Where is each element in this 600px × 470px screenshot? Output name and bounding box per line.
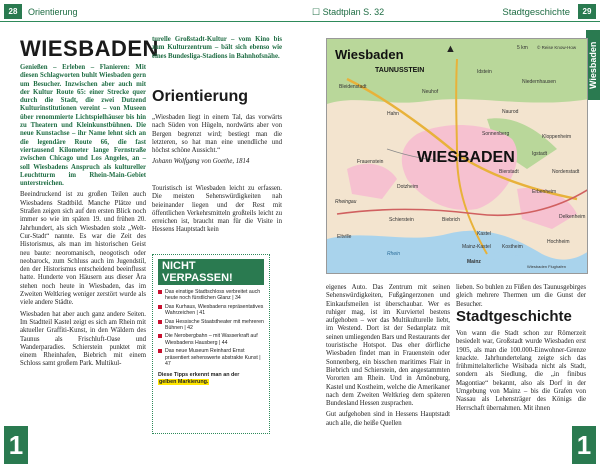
box-note: [158, 372, 264, 386]
left-running-header: [0, 0, 300, 22]
stadtgeschichte-body: [456, 330, 586, 416]
box-note-highlight: gelben Markierung.: [159, 379, 209, 386]
map-place-label: Erbenheim: [532, 189, 557, 195]
goethe-quote: „Wiesbaden liegt in einem Tal, das vorwärts nach Süden von Hügeln, nordwärts aber von Bergen begrenzt wird; bestiegt man die letzteren, so hat man eine unendliche und höchst schöne Aussicht.“: [152, 114, 282, 155]
section-heading-orientierung: Orientierung: [152, 88, 249, 105]
map-place-label: Mainz: [467, 259, 481, 265]
map-city-label: WIESBADEN: [417, 149, 515, 166]
quote-block: [152, 114, 282, 170]
map-place-label: Dotzheim: [397, 184, 419, 190]
body-paragraph: Beeindruckend ist zu großen Teilen auch Wiesbadens Stadtbild. Manche Plätze und Straßen zeigen sich auf den ersten Blick noch immer so wie im späten 19. und frühen 20. Jahrhundert, als sich Wiesbaden stolz „Welt-Cur-Stadt“ nannte. Es war die Zeit des Historismus, als man im historischen Geist neu baute: neoromanisch, neogotisch oder neobarock, zum Schluss auch im Jugendstil, den der Historismus entscheidend beeinflusst hatte. Hunderte von Häusern aus dieser Ära stehen noch heute in Wiesbaden, das im Zweiten Weltkrieg weniger zerstört wurde als viele andere Städte.: [20, 191, 146, 307]
map-place-label: Kostheim: [502, 244, 523, 250]
map-ref: Stadtplan S. 32: [322, 7, 385, 17]
map-place-label: Hahn: [387, 111, 399, 117]
right-column-1: [326, 284, 450, 431]
map-place-label: Biebrich: [442, 217, 461, 223]
tips-list: [158, 289, 264, 367]
right-body-paragraph: eigenes Auto. Das Zentrum mit seinen Sehenswürdigkeiten, Fußgängerzonen und Einkaufsmeilen ist überschaubar. Wer es ruhiger mag, ist im Kurviertel bestens aufgehoben – wer das Multikulturelle liebt, im Westend. Dort ist der Sedanplatz mit seinen umliegenden Bars und Restaurants der touristische Hotspot. Das eher dörfliche Wiesbaden findet man in Frauenstein oder Sonnenberg, ein bisschen maritimes Flair in Biebrich und Schierstein, den angestammten Vororten am Rhein. Und in Amöneburg, Kastel und Kostheim, welche die Amerikaner nach dem Zweiten Weltkrieg dem späteren Bundesland Hessen zusprachen.: [326, 284, 451, 408]
map-place-label: Hochheim: [547, 239, 570, 245]
map-place-label: Frauenstein: [357, 159, 384, 165]
map-place-label: Nordenstadt: [552, 169, 580, 175]
stadtgeschichte-paragraph: Von wann die Stadt schon zur Römerzeit besiedelt war, Großstadt wurde Wiesbaden erst 1905, als man die 100.000-Einwohner-Grenze knackte. Jahrhundertelang zeigte sich das frühmittelalterliche Wisibada nicht als Stadt, sondern als Siedlung, die „in finibus Magontiae“ bekannt, also als Dorf in der Umgebung von Mainz – bis die Grafen von Nassau als Lehensträger des Königs die Herrschaft übernahmen. Mit ihnen: [456, 330, 586, 412]
map-place-label: Bleidenstadt: [339, 84, 367, 90]
right-body-tail: Gut aufgehoben sind in Hessens Hauptstadt auch alle, die heiße Quellen: [326, 411, 450, 427]
compass-icon: ▲: [445, 43, 456, 55]
map-scale: 5 km: [517, 45, 528, 51]
tip-item: Das einstige Stadtschloss verbreitet auch heute noch fürstlichen Glanz | 34: [158, 289, 264, 302]
tip-item: Die Nerobergbahn – mit Wasserkraft auf Wiesbadens Hausberg | 44: [158, 333, 264, 346]
tip-item: Das Kurhaus, Wiesbadens repräsentatives Wahrzeichen | 41: [158, 304, 264, 317]
orientierung-paragraph: Touristisch ist Wiesbaden leicht zu erfassen. Die meisten Sehenswürdigkeiten nah beieinander liegen und der Rest mit öffentlichen Verkehrsmitteln großteils leicht zu erreichen ist, braucht man für die Visite in Hessens Hauptstadt kein: [152, 185, 282, 234]
nicht-verpassen-box: [152, 254, 270, 434]
map-place-label: Kastel: [477, 231, 491, 237]
right-page: [300, 0, 600, 470]
area-map: [326, 38, 588, 274]
map-title: Wiesbaden: [335, 47, 404, 62]
map-place-label: Niedernhausen: [522, 79, 556, 85]
map-place-label: Mainz-Kastel: [462, 244, 491, 250]
map-place-label: Wiesbaden Flughafen: [527, 264, 566, 269]
section-heading-stadtgeschichte: Stadtgeschichte: [456, 308, 572, 325]
map-place-label: Delkenheim: [559, 214, 586, 220]
left-running-head: Orientierung: [28, 7, 78, 17]
right-col2-top: lieben. So buhlen zu Füßen des Taunusgebirges gleich mehrere Thermen um die Gunst der Besucher.: [456, 284, 586, 308]
map-subtitle: TAUNUSSTEIN: [375, 67, 425, 74]
map-place-label: Idstein: [477, 69, 492, 75]
left-column-2: [152, 36, 282, 64]
map-place-label: Kloppenheim: [542, 134, 572, 140]
right-running-header: [300, 0, 600, 22]
sidebar-tab: Wiesbaden: [586, 30, 600, 100]
box-title: NICHT VERPASSEN!: [158, 259, 264, 285]
left-column-1: [20, 64, 146, 464]
map-place-label: Rhein: [387, 251, 401, 257]
map-place-label: Rheingau: [335, 199, 357, 205]
right-chapter-marker: 1: [572, 426, 596, 464]
tip-item: Das neue Museum Reinhard Ernst präsentiert sehenswerte abstrakte Kunst | 47: [158, 348, 264, 367]
map-place-label: Igstadt: [532, 151, 548, 157]
left-chapter-marker: 1: [4, 426, 28, 464]
map-place-label: Sonnenberg: [482, 131, 510, 137]
map-place-label: Naurod: [502, 109, 519, 115]
body-paragraph-tail: Wiesbaden hat aber auch ganz andere Seiten. Im Stadtteil Kastel zeigt es sich am Rhein mit aktueller Graffiti-Kunst, in den Wäldern des Taunus als Frischluft-Oase und Wanderparadies. Schierstein punktet mit einem Rheinhafen, Biebrich mit einem Schloss samt großem Park. Multikul-: [20, 310, 146, 368]
right-page-number: 29: [578, 4, 596, 19]
left-page-number: 28: [4, 4, 22, 19]
map-place-label: Schierstein: [389, 217, 414, 223]
box-note-text: Diese Tipps erkennt man an der: [158, 372, 240, 379]
map-place-label: Bierstadt: [499, 169, 519, 175]
col2-continuation: turelle Großstadt-Kultur – vom Kino bis zum Kulturzentrum – bält sich ebenso wie eines Bundesliga-Stadions in Bahnhofsnähe.: [152, 36, 282, 60]
map-place-label: Neuhof: [422, 89, 439, 95]
map-place-label: Eltville: [337, 234, 352, 240]
orientierung-body: [152, 185, 282, 238]
tip-item: Das Hessische Staatstheater mit mehreren Bühnen | 42: [158, 319, 264, 332]
page-title: WIESBADEN: [20, 36, 159, 61]
lead-paragraph: Genießen – Erleben – Flanieren: Mit diesen Schlagworten buhlt Wiesbaden gern um Besucher. Inzwischen aber auch mit der Kultur Route 65: einer Strecke quer durch die Stadt, die zwei Dutzend Kulturinstitutionen vereint – von Museen über renommierte Lichtspielhäuser bis hin zu Theatern und Kleinkunstbühnen. Die neue Kunstachse – ihr Name lehnt sich an die legendäre Route 66, die fast viertausend Kilometer lange Fernstraße zwischen Chicago und Los Angeles, an – soll Wiesbadens Anspruch als kultureller Leuchtturm im Rhein-Main-Gebiet unterstreichen.: [20, 64, 146, 188]
right-running-head-right: Stadtgeschichte: [502, 7, 570, 18]
right-running-head-left: ☐ Stadtplan S. 32: [312, 7, 385, 17]
map-copyright: © Reise Know-How: [537, 45, 577, 50]
quote-source: Johann Wolfgang von Goethe, 1814: [152, 158, 250, 166]
